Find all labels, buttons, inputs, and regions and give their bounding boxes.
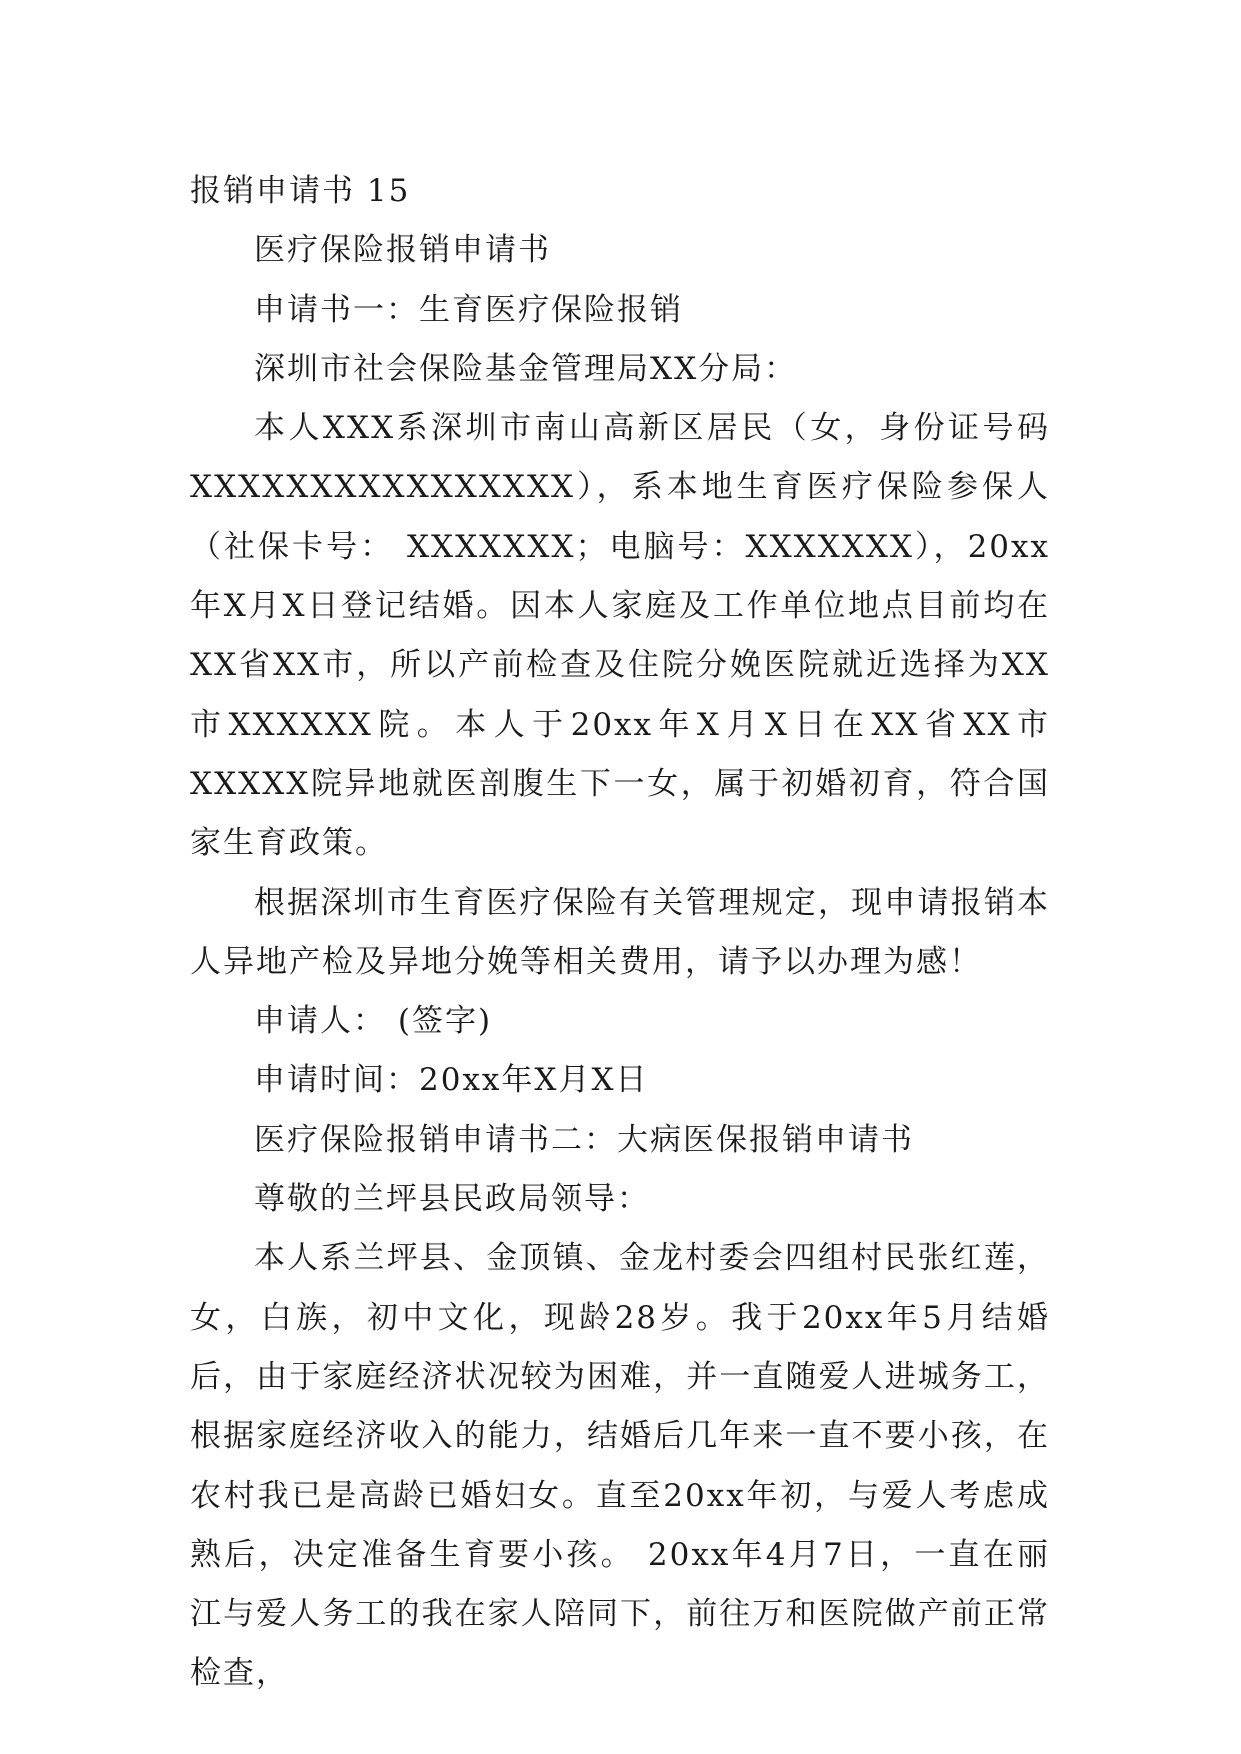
salutation-1: 深圳市社会保险基金管理局XX分局：	[254, 350, 798, 387]
body-paragraph: 根据深圳市生育医疗保险有关管理规定，现申请报销本人异地产检及异地分娩等相关费用，请予以办理为感！	[190, 884, 1050, 980]
document-body	[190, 162, 1050, 1704]
application-date-line: 申请时间：20xx年X月X日	[254, 1062, 649, 1099]
salutation-2: 尊敬的兰坪县民政局领导：	[254, 1181, 650, 1218]
body-paragraph: 本人系兰坪县、金顶镇、金龙村委会四组村民张红莲，女，白族，初中文化，现龄28岁。我于20xx年5月结婚后，由于家庭经济状况较为困难，并一直随爱人进城务工，根据家庭经济收入的能力，结婚后几年来一直不要小孩，在农村我已是高龄已婚妇女。直至20xx年初，与爱人考虑成熟后，决定准备生育要小孩。 20xx年4月7日，一直在丽江与爱人务工的我在家人陪同下，前往万和医院做产前正常检查，	[190, 1240, 1050, 1692]
applicant-signature-line: 申请人： (签字)	[254, 1003, 493, 1040]
document-heading: 报销申请书 15	[190, 173, 411, 209]
body-paragraph: 本人XXX系深圳市南山高新区居民（女，身份证号码XXXXXXXXXXXXXXXX），系本地生育医疗保险参保人（社保卡号： XXXXXXX；电脑号：XXXXXXX），20xx年X月X日登记结婚。因本人家庭及工作单位地点目前均在XX省XX市，所以产前检查及住院分娩医院就近选择为XX市XXXXXX院。本人于20xx年X月X日在XX省XX市XXXXX院异地就医剖腹生下一女，属于初婚初育，符合国家生育政策。	[190, 410, 1050, 862]
section-title-1: 申请书一：生育医疗保险报销	[254, 291, 683, 328]
document-title: 医疗保险报销申请书	[254, 232, 551, 269]
section-title-2: 医疗保险报销申请书二：大病医保报销申请书	[254, 1121, 914, 1158]
